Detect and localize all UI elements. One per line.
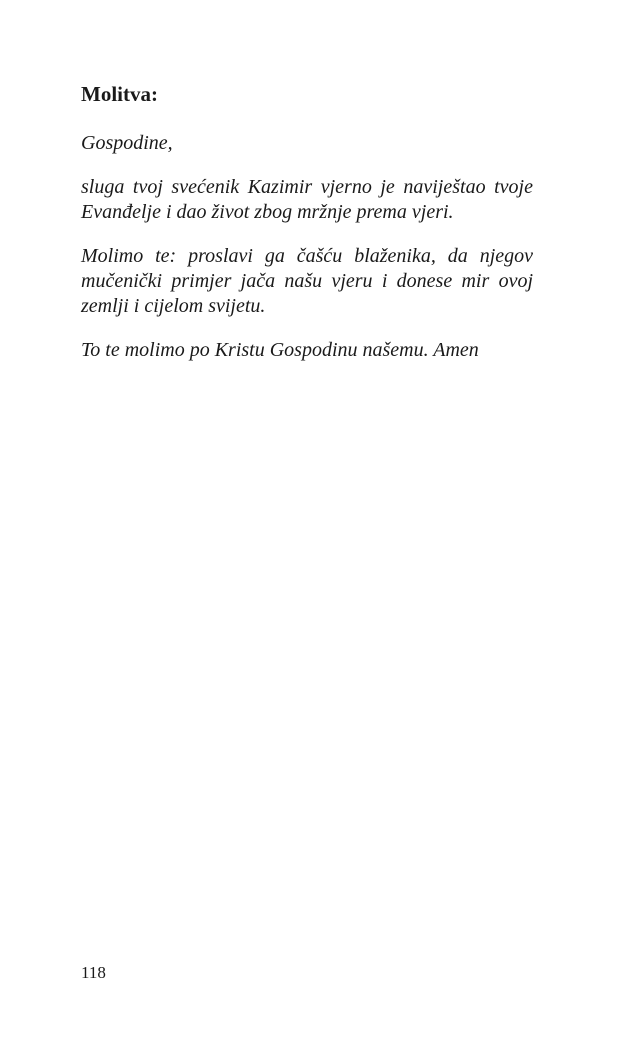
prayer-paragraph-closing: To te molimo po Kristu Gospodinu našemu. Amen xyxy=(81,339,479,361)
prayer-paragraph-petition: Molimo te: proslavi ga čašću blaženika, da njegov mučenički primjer jača našu vjeru i donese mir ovoj zemlji i cijelom svijetu. xyxy=(81,245,533,317)
prayer-heading: Molitva: xyxy=(81,82,158,106)
page-number: 118 xyxy=(81,963,106,982)
prayer-paragraph-address: Gospodine, xyxy=(81,132,173,154)
prayer-text xyxy=(81,131,533,382)
prayer-paragraph-intro: sluga tvoj svećenik Kazimir vjerno je naviještao tvoje Evanđelje i dao život zbog mržnje prema vjeri. xyxy=(81,176,533,223)
